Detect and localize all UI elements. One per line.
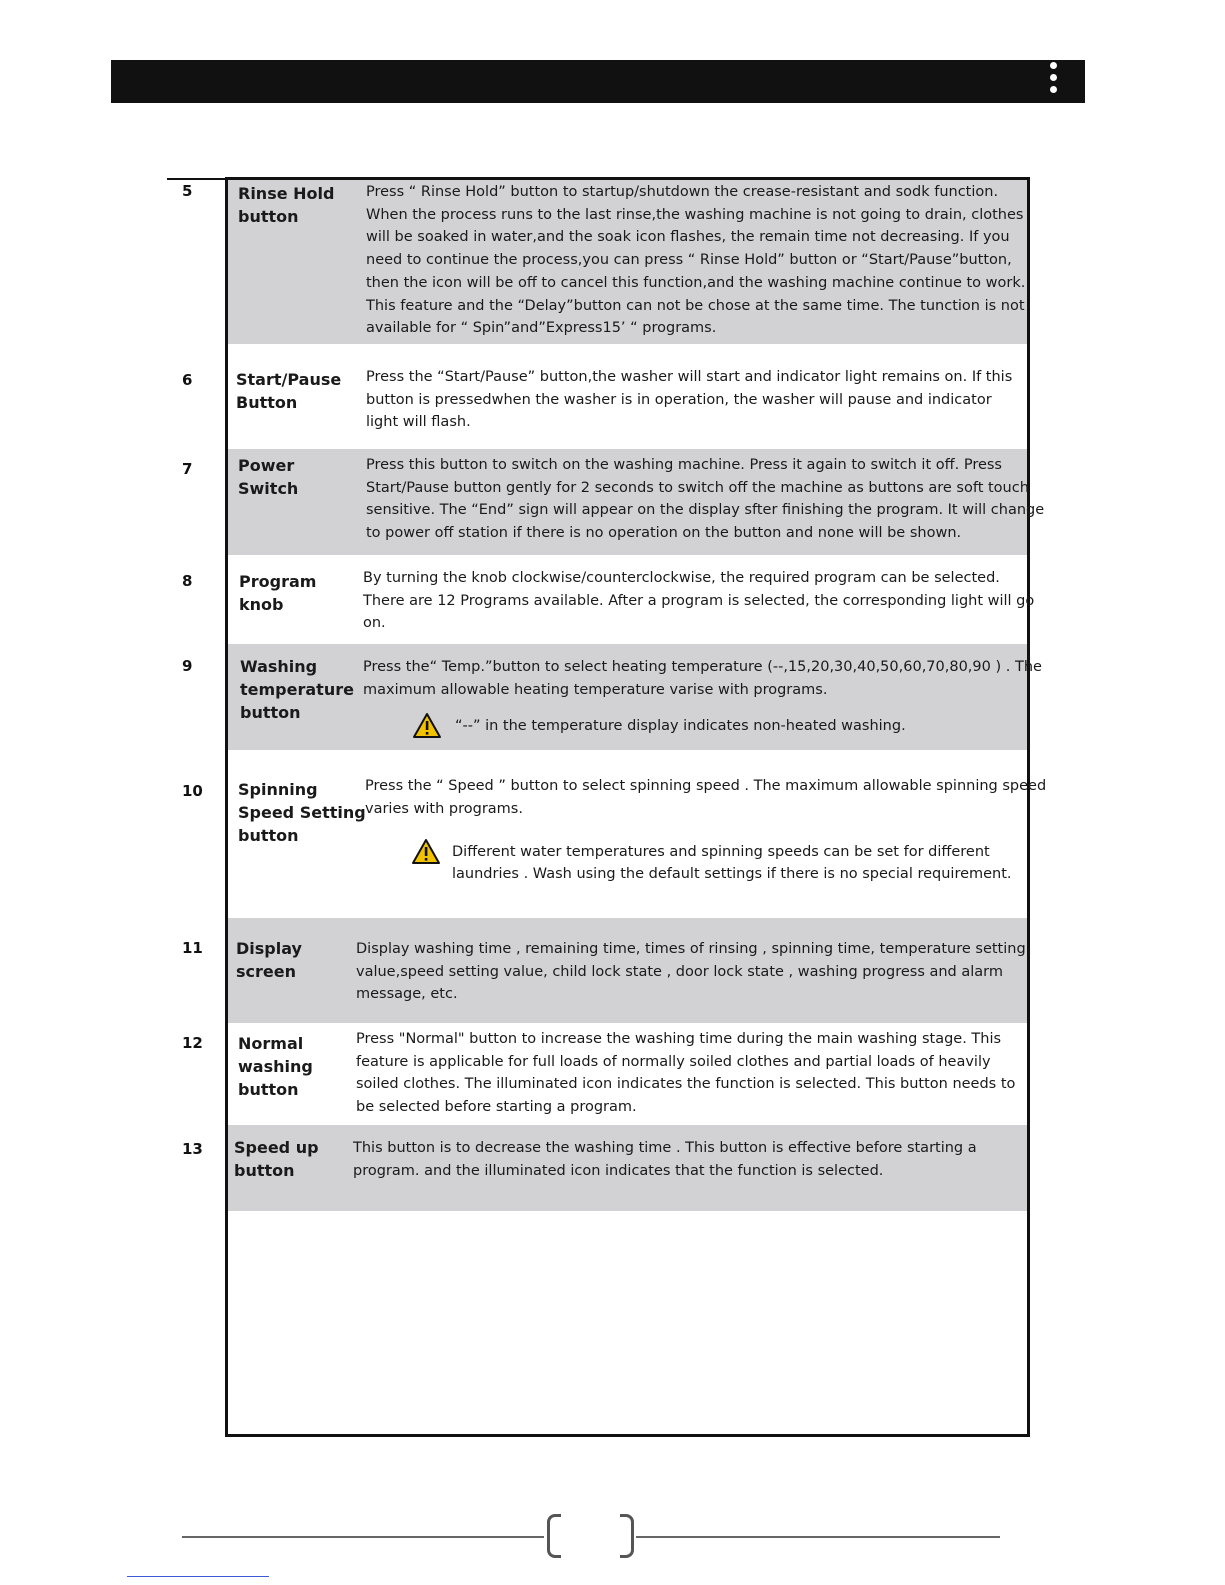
vertical-dots-icon [1049,62,1059,100]
row-number: 12 [182,1034,203,1052]
page-number-bracket-right [620,1514,634,1558]
row-number: 13 [182,1140,203,1158]
row-description: Press the“ Temp.”button to select heating temperature (--,15,20,30,40,50,60,70,80,90 ) . The maximum allowable heating temperature varise with programs. [363,659,1042,698]
page-number-bracket-left [547,1514,561,1558]
footer-rule-left [182,1536,544,1538]
warning-triangle-icon [412,712,442,739]
row-label: Spinning Speed Setting button [238,780,366,845]
row-label: Start/Pause Button [236,370,342,412]
row-description: By turning the knob clockwise/counterclockwise, the required program can be selected. There are 12 Programs available. After a program is selected, the corresponding light will go on. [363,570,1035,632]
row-number: 6 [182,371,193,389]
row-number: 5 [182,182,193,200]
row-label: Display screen [236,939,302,981]
row-number: 7 [182,460,193,478]
header-bar [111,60,1085,103]
row-description: Press "Normal" button to increase the washing time during the main washing stage. This feature is applicable for full loads of normally soiled clothes and partial loads of heavily soiled clothes. The illuminated icon indicates the function is selected. This button needs to be selected before starting a program. [356,1031,1016,1116]
row-description: Display washing time , remaining time, times of rinsing , spinning time, temperature setting value,speed setting value, child lock state , door lock state , washing progress and alarm message, etc. [356,941,1026,1003]
footer-rule-right [636,1536,1000,1538]
warning-triangle-icon [411,838,441,865]
bottom-link-underline [127,1576,269,1577]
row-description: Press this button to switch on the washing machine. Press it again to switch it off. Press Start/Pause button gently for 2 seconds to switch off the machine as buttons are soft touch sensitive. The “End” sign will appear on the display sfter finishing the program. It will change to power off station if there is no operation on the button and none will be shown. [366,457,1045,542]
row-number: 10 [182,782,203,800]
row-description: Press “ Rinse Hold” button to startup/shutdown the crease-resistant and sodk function. When the process runs to the last rinse,the washing machine is not going to drain, clothes will be soaked in water,and the soak icon flashes, the remain time not decreasing. If you need to continue the process,you can press “ Rinse Hold” button or “Start/Pause”button, then the icon will be off to cancel this function,and the washing machine continue to work. This feature and the “Delay”button can not be chose at the same time. The tunction is not available for “ Spin”and”Express15’ “ programs. [366,184,1026,337]
frame-top-tick [167,178,225,180]
row-description: Press the “ Speed ” button to select spinning speed . The maximum allowable spinning speed varies with programs. [365,778,1047,817]
row-description: Press the “Start/Pause” button,the washer will start and indicator light remains on. If this button is pressedwhen the washer is in operation, the washer will pause and indicator light will flash. [366,369,1013,431]
row-label: Rinse Hold button [238,184,335,226]
row-warning-note: Different water temperatures and spinning speeds can be set for different laundries . Wash using the default settings if there is no special requirement. [452,844,1012,882]
row-number: 11 [182,939,203,957]
row-warning-note: “--” in the temperature display indicates non-heated washing. [455,718,906,734]
row-number: 9 [182,657,193,675]
row-description: This button is to decrease the washing time . This button is effective before starting a program. and the illuminated icon indicates that the function is selected. [353,1140,977,1179]
row-label: Normal washing button [238,1034,313,1099]
row-number: 8 [182,572,193,590]
row-label: Speed up button [234,1138,319,1180]
row-label: Washing temperature button [240,657,354,722]
row-label: Program knob [239,572,317,614]
row-label: Power Switch [238,456,299,498]
